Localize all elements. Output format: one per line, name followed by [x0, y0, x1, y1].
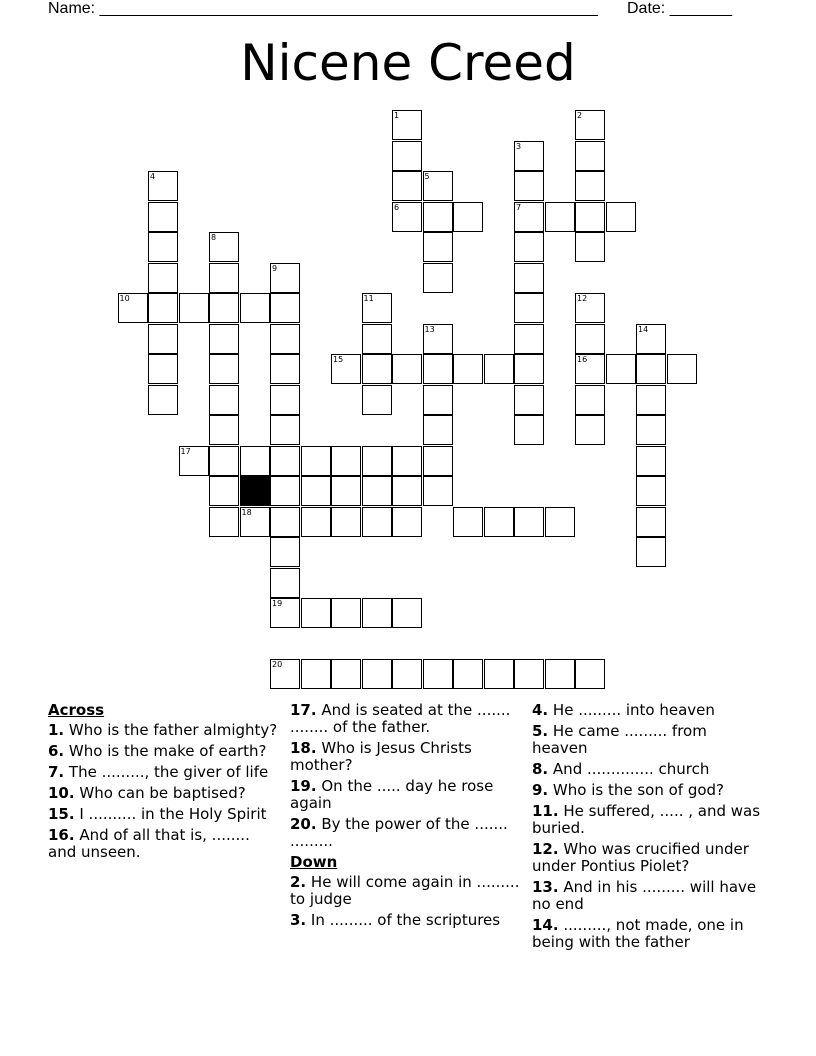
- crossword-cell[interactable]: [392, 476, 422, 506]
- clue-down-12: 12. Who was crucified under under Pontius Piolet?: [532, 840, 749, 875]
- crossword-cell[interactable]: [392, 110, 422, 140]
- crossword-cell[interactable]: [636, 507, 666, 537]
- clue-down-8: 8. And .............. church: [532, 760, 710, 778]
- crossword-cell[interactable]: [301, 507, 331, 537]
- crossword-cell[interactable]: [606, 202, 636, 232]
- crossword-cell[interactable]: [270, 415, 300, 445]
- crossword-cell[interactable]: [148, 202, 178, 232]
- crossword-cell[interactable]: [240, 293, 270, 323]
- clue-down-13: 13. And in his ......... will have no end: [532, 878, 757, 913]
- crossword-cell[interactable]: [392, 354, 422, 384]
- crossword-cell[interactable]: [240, 446, 270, 476]
- clue-number: 15: [333, 355, 344, 364]
- crossword-cell[interactable]: [423, 263, 453, 293]
- crossword-cell[interactable]: [423, 232, 453, 262]
- crossword-cell[interactable]: [514, 232, 544, 262]
- across-heading: Across: [48, 701, 105, 719]
- crossword-cell[interactable]: [514, 171, 544, 201]
- crossword-cell[interactable]: [606, 354, 636, 384]
- crossword-cell[interactable]: [331, 476, 361, 506]
- crossword-cell[interactable]: [575, 293, 605, 323]
- crossword-cell[interactable]: [301, 659, 331, 689]
- clue-number: 9: [272, 263, 278, 273]
- crossword-cell[interactable]: [575, 354, 605, 384]
- crossword-cell[interactable]: [270, 446, 300, 476]
- crossword-cell[interactable]: [636, 324, 666, 354]
- crossword-cell[interactable]: [392, 202, 422, 232]
- page-title: Nicene Creed: [240, 34, 576, 92]
- clues-column-2: [290, 702, 520, 933]
- clue-number: 5: [424, 172, 430, 181]
- crossword-cell[interactable]: [392, 659, 422, 689]
- crossword-cell[interactable]: [484, 354, 514, 384]
- crossword-cell[interactable]: [575, 141, 605, 171]
- crossword-cell[interactable]: [545, 202, 575, 232]
- name-field-label[interactable]: Name: ________________________________________________________: [48, 0, 598, 17]
- crossword-cell[interactable]: [270, 476, 300, 506]
- crossword-cell[interactable]: [362, 446, 392, 476]
- crossword-cell[interactable]: [423, 446, 453, 476]
- crossword-cell[interactable]: [118, 293, 148, 323]
- crossword-cell[interactable]: [270, 354, 300, 384]
- crossword-cell[interactable]: [331, 446, 361, 476]
- crossword-cell[interactable]: [545, 507, 575, 537]
- clue-across-10: 10. Who can be baptised?: [48, 784, 246, 802]
- crossword-cell[interactable]: [270, 507, 300, 537]
- crossword-cell[interactable]: [301, 476, 331, 506]
- crossword-cell[interactable]: [148, 324, 178, 354]
- clue-number: 7: [516, 202, 522, 212]
- crossword-cell[interactable]: [514, 324, 544, 354]
- crossword-cell[interactable]: [209, 385, 239, 415]
- clues-column-3: [532, 702, 762, 955]
- crossword-cell[interactable]: [636, 537, 666, 567]
- clue-across-6: 6. Who is the make of earth?: [48, 742, 267, 760]
- crossword-cell[interactable]: [514, 141, 544, 171]
- clue-down-4: 4. He ......... into heaven: [532, 701, 715, 719]
- clue-number: 13: [424, 324, 435, 334]
- crossword-cell[interactable]: [392, 446, 422, 476]
- crossword-cell[interactable]: [148, 385, 178, 415]
- clue-across-7: 7. The ........., the giver of life: [48, 763, 269, 781]
- clue-down-14: 14. ........., not made, one in being with the father: [532, 916, 744, 951]
- crossword-cell[interactable]: [423, 202, 453, 232]
- clue-across-18: 18. Who is Jesus Christs mother?: [290, 739, 472, 774]
- crossword-cell[interactable]: [209, 446, 239, 476]
- crossword-cell[interactable]: [331, 507, 361, 537]
- crossword-cell[interactable]: [362, 354, 392, 384]
- crossword-cell[interactable]: [575, 659, 605, 689]
- clue-down-11: 11. He suffered, ..... , and was buried.: [532, 802, 761, 837]
- crossword-cell[interactable]: [514, 659, 544, 689]
- crossword-cell[interactable]: [301, 446, 331, 476]
- crossword-cell[interactable]: [270, 385, 300, 415]
- crossword-cell[interactable]: [392, 141, 422, 171]
- crossword-cell[interactable]: [423, 415, 453, 445]
- crossword-cell[interactable]: [209, 415, 239, 445]
- crossword-cell[interactable]: [148, 263, 178, 293]
- crossword-cell[interactable]: [423, 385, 453, 415]
- crossword-cell[interactable]: [484, 659, 514, 689]
- crossword-cell[interactable]: [636, 446, 666, 476]
- crossword-cell[interactable]: [423, 659, 453, 689]
- down-heading: Down: [290, 853, 338, 871]
- clue-number: 8: [211, 233, 217, 242]
- crossword-cell[interactable]: [179, 293, 209, 323]
- clue-number: 20: [272, 660, 283, 669]
- crossword-cell[interactable]: [575, 232, 605, 262]
- clue-number: 11: [363, 294, 374, 303]
- crossword-cell[interactable]: [362, 507, 392, 537]
- crossword-cell[interactable]: [209, 354, 239, 384]
- crossword-cell[interactable]: [209, 476, 239, 506]
- clue-number: 2: [577, 111, 583, 120]
- crossword-cell[interactable]: [392, 171, 422, 201]
- clue-number: 6: [394, 202, 400, 212]
- crossword-cell[interactable]: [636, 354, 666, 384]
- clue-number: 12: [577, 294, 588, 303]
- crossword-cell[interactable]: [514, 202, 544, 232]
- crossword-cell[interactable]: [392, 598, 422, 628]
- crossword-cell[interactable]: [575, 324, 605, 354]
- clue-across-16: 16. And of all that is, ........ and unseen.: [48, 826, 250, 861]
- clue-number: 14: [638, 324, 649, 334]
- crossword-cell[interactable]: [514, 354, 544, 384]
- crossword-cell[interactable]: [148, 171, 178, 201]
- crossword-cell[interactable]: [209, 507, 239, 537]
- crossword-cell[interactable]: [209, 232, 239, 262]
- crossword-cell[interactable]: [362, 476, 392, 506]
- crossword-cell[interactable]: [575, 171, 605, 201]
- crossword-cell[interactable]: [270, 659, 300, 689]
- crossword-cell[interactable]: [575, 202, 605, 232]
- crossword-black-cell: [240, 476, 270, 506]
- crossword-cell[interactable]: [575, 415, 605, 445]
- crossword-cell[interactable]: [301, 598, 331, 628]
- crossword-cell[interactable]: [362, 659, 392, 689]
- crossword-cell[interactable]: [270, 598, 300, 628]
- crossword-cell[interactable]: [453, 659, 483, 689]
- clue-number: 19: [272, 599, 283, 608]
- crossword-cell[interactable]: [209, 263, 239, 293]
- crossword-cell[interactable]: [545, 659, 575, 689]
- crossword-cell[interactable]: [484, 507, 514, 537]
- crossword-cell[interactable]: [148, 293, 178, 323]
- crossword-cell[interactable]: [514, 263, 544, 293]
- crossword-cell[interactable]: [331, 659, 361, 689]
- clue-across-15: 15. I .......... in the Holy Spirit: [48, 805, 267, 823]
- crossword-cell[interactable]: [148, 232, 178, 262]
- clue-down-3: 3. In ......... of the scriptures: [290, 911, 501, 929]
- crossword-cell[interactable]: [667, 354, 697, 384]
- crossword-cell[interactable]: [362, 385, 392, 415]
- crossword-cell[interactable]: [362, 598, 392, 628]
- crossword-cell[interactable]: [636, 415, 666, 445]
- crossword-cell[interactable]: [270, 263, 300, 293]
- crossword-cell[interactable]: [209, 293, 239, 323]
- crossword-cell[interactable]: [270, 293, 300, 323]
- crossword-cell[interactable]: [636, 385, 666, 415]
- crossword-cell[interactable]: [270, 324, 300, 354]
- crossword-cell[interactable]: [331, 354, 361, 384]
- crossword-cell[interactable]: [453, 354, 483, 384]
- clues-column-1: [48, 702, 278, 865]
- clue-number: 10: [119, 294, 130, 303]
- clue-across-19: 19. On the ..... day he rose again: [290, 777, 494, 812]
- clue-number: 16: [577, 355, 588, 364]
- crossword-cell[interactable]: [575, 110, 605, 140]
- clue-down-2: 2. He will come again in ......... to judge: [290, 873, 520, 908]
- crossword-cell[interactable]: [362, 324, 392, 354]
- crossword-cell[interactable]: [362, 293, 392, 323]
- clue-number: 4: [150, 172, 156, 181]
- crossword-cell[interactable]: [392, 507, 422, 537]
- crossword-cell[interactable]: [514, 293, 544, 323]
- crossword-cell[interactable]: [209, 324, 239, 354]
- clue-number: 1: [394, 111, 400, 120]
- crossword-cell[interactable]: [514, 385, 544, 415]
- clue-down-9: 9. Who is the son of god?: [532, 781, 725, 799]
- crossword-cell[interactable]: [423, 354, 453, 384]
- clue-number: 17: [180, 446, 191, 456]
- crossword-cell[interactable]: [179, 446, 209, 476]
- clue-across-20: 20. By the power of the ....... .........: [290, 815, 508, 850]
- crossword-cell[interactable]: [453, 202, 483, 232]
- crossword-cell[interactable]: [423, 476, 453, 506]
- clue-across-1: 1. Who is the father almighty?: [48, 721, 278, 739]
- crossword-cell[interactable]: [575, 385, 605, 415]
- crossword-cell[interactable]: [453, 507, 483, 537]
- crossword-cell[interactable]: [240, 507, 270, 537]
- clue-across-17: 17. And is seated at the ....... ........ of the father.: [290, 701, 511, 736]
- crossword-cell[interactable]: [636, 476, 666, 506]
- crossword-cell[interactable]: [423, 324, 453, 354]
- crossword-cell[interactable]: [148, 354, 178, 384]
- crossword-cell[interactable]: [331, 598, 361, 628]
- clue-down-5: 5. He came ......... from heaven: [532, 722, 707, 757]
- date-field-label[interactable]: Date: _______: [627, 0, 732, 17]
- crossword-cell[interactable]: [270, 568, 300, 598]
- crossword-cell[interactable]: [514, 507, 544, 537]
- clue-number: 3: [516, 141, 522, 151]
- clue-number: 18: [241, 507, 252, 517]
- crossword-cell[interactable]: [270, 537, 300, 567]
- crossword-cell[interactable]: [423, 171, 453, 201]
- crossword-cell[interactable]: [514, 415, 544, 445]
